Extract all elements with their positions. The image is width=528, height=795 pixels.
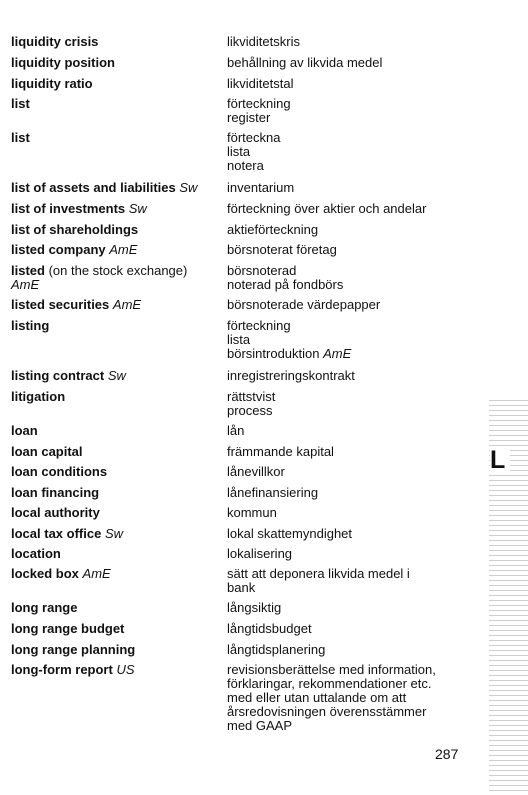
translation-line [227,567,487,581]
translation-text: noterad på fondbörs [227,277,344,292]
translation-line [227,465,487,479]
translation-line [227,159,487,173]
translation-line [227,264,487,278]
entry-translations [227,319,487,361]
entry-term-block [11,445,211,459]
entry-term: listed securities [11,297,110,312]
entry-term-block [11,181,211,195]
entry-term: loan [11,423,38,438]
translation-line [227,705,487,719]
entry-term: list of investments [11,201,126,216]
translation-line [227,677,487,691]
translation-line [227,77,487,91]
translation-line [227,202,487,216]
entry-term-block [11,298,211,312]
entry-term: long range planning [11,642,136,657]
translation-line [227,298,487,312]
entry-translations [227,56,487,70]
thumb-index-letter: L [490,447,510,473]
translation-line [227,278,487,292]
entry-term-block [11,486,211,500]
translation-region-label: AmE [323,346,352,361]
entry-term-block [11,390,211,404]
entry-term-block [11,202,211,216]
entry-term-block [11,527,211,541]
entry-term: liquidity ratio [11,76,93,91]
entry-term: locked box [11,566,79,581]
entry-term: listed [11,263,45,278]
translation-text: kommun [227,505,277,520]
entry-term-block [11,601,211,615]
entry-term: list [11,130,30,145]
entry-term-block [11,547,211,561]
entry-term-block [11,465,211,479]
entry-term: list of assets and liabilities [11,180,176,195]
entry-region-label: AmE [82,566,111,581]
entry-term: long range budget [11,621,125,636]
translation-text: förteckning [227,318,291,333]
entry-translations [227,601,487,615]
entry-region-label: Sw [107,368,126,383]
entry-term: location [11,546,61,561]
entry-translations [227,97,487,125]
translation-line [227,333,487,347]
translation-line [227,319,487,333]
entry-region-label: AmE [109,242,138,257]
entry-translations [227,424,487,438]
translation-text: lista [227,144,251,159]
entry-note: (on the stock exchange) [48,263,188,278]
translation-text: rättstvist [227,389,276,404]
entry-translations [227,264,487,292]
translation-text: register [227,110,271,125]
entry-translations [227,465,487,479]
translation-text: lånevillkor [227,464,285,479]
translation-text: långtidsplanering [227,642,326,657]
entry-term-block [11,643,211,657]
translation-text: inregistreringskontrakt [227,368,355,383]
translation-text: främmande kapital [227,444,334,459]
translation-line [227,486,487,500]
translation-text: likviditetskris [227,34,300,49]
translation-text: lokalisering [227,546,293,561]
entry-term: loan financing [11,485,100,500]
entry-term-block [11,424,211,438]
entry-translations [227,223,487,237]
entry-term: local authority [11,505,100,520]
translation-line [227,97,487,111]
translation-text: förklaringar, rekommendationer etc. [227,676,432,691]
translation-line [227,404,487,418]
translation-text: långtidsbudget [227,621,312,636]
entry-translations [227,390,487,418]
entry-term: listing [11,318,50,333]
entry-translations [227,131,487,173]
entry-translations [227,243,487,257]
entry-translations [227,663,487,733]
entry-term-block [11,622,211,636]
translation-line [227,547,487,561]
translation-text: inventarium [227,180,295,195]
translation-line [227,35,487,49]
entry-term: list of shareholdings [11,222,139,237]
translation-text: revisionsberättelse med information, [227,662,436,677]
entry-term: loan conditions [11,464,108,479]
entry-term-block [11,369,211,383]
entry-translations [227,567,487,595]
translation-line [227,581,487,595]
translation-text: lista [227,332,251,347]
entry-translations [227,35,487,49]
entry-translations [227,77,487,91]
entry-translations [227,527,487,541]
entry-term-block [11,567,211,581]
translation-text: lokal skattemyndighet [227,526,353,541]
translation-line [227,111,487,125]
translation-text: förteckna [227,130,281,145]
entry-term-block [11,506,211,520]
entry-term-block [11,319,211,333]
entry-translations [227,622,487,636]
page-number: 287 [435,746,459,762]
translation-text: lån [227,423,245,438]
entry-term-block [11,35,211,49]
translation-line [227,223,487,237]
entry-translations [227,202,487,216]
translation-line [227,424,487,438]
entry-term: long range [11,600,78,615]
entry-term-block [11,77,211,91]
translation-line [227,663,487,677]
entry-translations [227,445,487,459]
translation-text: börsintroduktion [227,346,320,361]
entry-translations [227,547,487,561]
entry-region-label: US [116,662,135,677]
translation-text: sätt att deponera likvida medel i [227,566,410,581]
entry-translations [227,643,487,657]
translation-line [227,527,487,541]
translation-text: process [227,403,273,418]
translation-line [227,131,487,145]
entry-translations [227,486,487,500]
translation-line [227,347,487,361]
entry-term: liquidity crisis [11,34,99,49]
translation-text: likviditetstal [227,76,294,91]
translation-text: behållning av likvida medel [227,55,383,70]
translation-text: lånefinansiering [227,485,319,500]
translation-line [227,145,487,159]
translation-text: förteckning över aktier och andelar [227,201,427,216]
entry-term: list [11,96,30,111]
translation-line [227,506,487,520]
entry-term-block [11,97,211,111]
translation-text: notera [227,158,264,173]
entry-term-block [11,243,211,257]
translation-line [227,390,487,404]
entry-term: listed company [11,242,106,257]
translation-text: förteckning [227,96,291,111]
translation-line [227,243,487,257]
translation-line [227,622,487,636]
translation-text: börsnoterade värdepapper [227,297,381,312]
entry-term: liquidity position [11,55,115,70]
translation-text: med eller utan uttalande om att [227,690,407,705]
translation-line [227,181,487,195]
entry-term-block [11,663,211,677]
translation-text: årsredovisningen överensstämmer [227,704,427,719]
entry-region-label: Sw [104,526,123,541]
translation-line [227,445,487,459]
entry-term-block [11,223,211,237]
entry-term: litigation [11,389,66,404]
translation-text: bank [227,580,256,595]
translation-line [227,643,487,657]
entry-term: loan capital [11,444,83,459]
translation-text: börsnoterat företag [227,242,337,257]
entry-translations [227,181,487,195]
translation-text: med GAAP [227,718,293,733]
entry-term: local tax office [11,526,102,541]
translation-text: långsiktig [227,600,282,615]
translation-text: aktieförteckning [227,222,319,237]
translation-line [227,601,487,615]
entry-region-label: Sw [128,201,147,216]
translation-line [227,369,487,383]
entry-term: listing contract [11,368,105,383]
entry-term-block [11,56,211,70]
entry-translations [227,369,487,383]
translation-line [227,691,487,705]
entry-translations [227,298,487,312]
entry-term-block [11,131,211,145]
translation-line [227,719,487,733]
entry-region-label: Sw [179,180,198,195]
entry-region-label: AmE [112,297,142,312]
entry-region-label: AmE [11,277,40,292]
entry-translations [227,506,487,520]
entry-term-block [11,264,211,292]
entry-term: long-form report [11,662,113,677]
translation-text: börsnoterad [227,263,297,278]
translation-line [227,56,487,70]
